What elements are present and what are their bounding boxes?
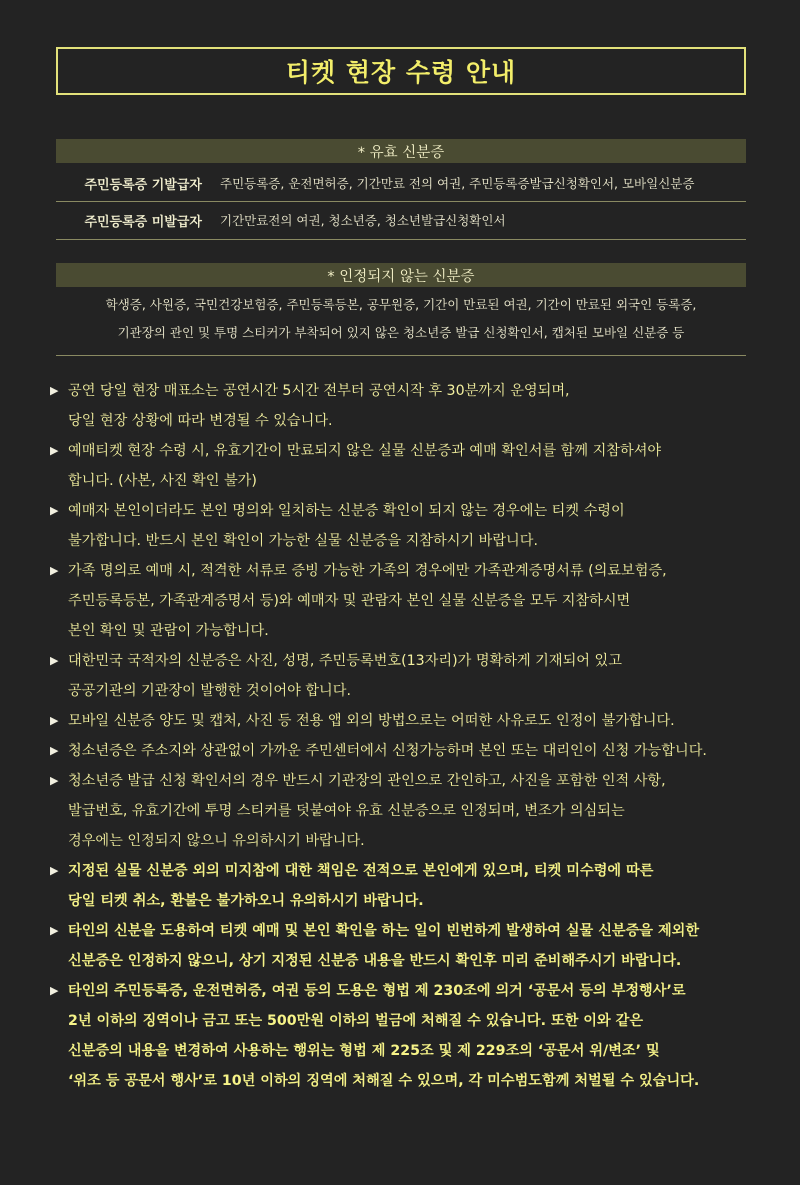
note-item bbox=[48, 706, 788, 736]
bullet-arrow-icon: ▶ bbox=[50, 714, 59, 727]
valid-id-row-label: 주민등록증 기발급자 bbox=[84, 177, 202, 193]
note-line: 신분증의 내용을 변경하여 사용하는 행위는 형법 제 225조 및 제 229조의 ‘공문서 위/변조’ 및 bbox=[68, 1043, 660, 1059]
note-line: 합니다. (사본, 사진 확인 불가) bbox=[68, 473, 257, 489]
note-line: 경우에는 인정되지 않으니 유의하시기 바랍니다. bbox=[68, 833, 365, 849]
note-item-important bbox=[48, 916, 788, 976]
note-line: 당일 티켓 취소, 환불은 불가하오니 유의하시기 바랍니다. bbox=[68, 893, 424, 909]
bullet-arrow-icon: ▶ bbox=[50, 384, 59, 397]
note-line: 청소년증은 주소지와 상관없이 가까운 주민센터에서 신청가능하며 본인 또는 대리인이 신청 가능합니다. bbox=[68, 743, 707, 759]
invalid-id-heading-band bbox=[56, 263, 746, 287]
note-line: 발급번호, 유효기간에 투명 스티커를 덧붙여야 유효 신분증으로 인정되며, 변조가 의심되는 bbox=[68, 803, 625, 819]
bullet-arrow-icon: ▶ bbox=[50, 774, 59, 787]
title-box bbox=[56, 47, 746, 95]
note-item-important bbox=[48, 856, 788, 916]
divider bbox=[56, 239, 746, 240]
note-line: 신분증은 인정하지 않으니, 상기 지정된 신분증 내용을 반드시 확인후 미리 준비해주시기 바랍니다. bbox=[68, 953, 682, 969]
note-line: 타인의 신분을 도용하여 티켓 예매 및 본인 확인을 하는 일이 빈번하게 발생하여 실물 신분증을 제외한 bbox=[68, 923, 700, 939]
note-line: 대한민국 국적자의 신분증은 사진, 성명, 주민등록번호(13자리)가 명확하게 기재되어 있고 bbox=[68, 653, 622, 669]
bullet-arrow-icon: ▶ bbox=[50, 444, 59, 457]
valid-id-row-value: 주민등록증, 운전면허증, 기간만료 전의 여권, 주민등록증발급신청확인서, 모바일신분증 bbox=[220, 176, 695, 191]
notes-list bbox=[48, 376, 788, 1096]
page-title: 티켓 현장 수령 안내 bbox=[285, 58, 517, 87]
divider bbox=[56, 201, 746, 202]
note-item bbox=[48, 736, 788, 766]
note-item bbox=[48, 556, 788, 646]
bullet-arrow-icon: ▶ bbox=[50, 564, 59, 577]
bullet-arrow-icon: ▶ bbox=[50, 654, 59, 667]
note-line: 당일 현장 상황에 따라 변경될 수 있습니다. bbox=[68, 413, 333, 429]
note-item bbox=[48, 496, 788, 556]
note-line: ‘위조 등 공문서 행사’로 10년 이하의 징역에 처해질 수 있으며, 각 미수범도함께 처벌될 수 있습니다. bbox=[68, 1073, 700, 1089]
valid-id-heading: * 유효 신분증 bbox=[357, 144, 445, 161]
bullet-arrow-icon: ▶ bbox=[50, 924, 59, 937]
invalid-id-list bbox=[56, 291, 746, 347]
bullet-arrow-icon: ▶ bbox=[50, 744, 59, 757]
bullet-arrow-icon: ▶ bbox=[50, 864, 59, 877]
note-line: 예매자 본인이더라도 본인 명의와 일치하는 신분증 확인이 되지 않는 경우에는 티켓 수령이 bbox=[68, 503, 625, 519]
note-line: 주민등록등본, 가족관계증명서 등)와 예매자 및 관람자 본인 실물 신분증을 모두 지참하시면 bbox=[68, 593, 631, 609]
invalid-id-line: 학생증, 사원증, 국민건강보험증, 주민등록등본, 공무원증, 기간이 만료된 여권, 기간이 만료된 외국인 등록증, bbox=[105, 297, 697, 312]
valid-id-heading-band bbox=[56, 139, 746, 163]
valid-id-row bbox=[56, 166, 746, 200]
invalid-id-line: 기관장의 관인 및 투명 스티커가 부착되어 있지 않은 청소년증 발급 신청확인서, 캡처된 모바일 신분증 등 bbox=[117, 325, 685, 340]
note-line: 2년 이하의 징역이나 금고 또는 500만원 이하의 벌금에 처해질 수 있습니다. 또한 이와 같은 bbox=[68, 1013, 644, 1029]
valid-id-row-value: 기간만료전의 여권, 청소년증, 청소년발급신청확인서 bbox=[220, 213, 506, 228]
note-item-important bbox=[48, 976, 788, 1096]
invalid-id-heading: * 인정되지 않는 신분증 bbox=[327, 268, 475, 285]
valid-id-row-label: 주민등록증 미발급자 bbox=[84, 214, 202, 230]
note-line: 지정된 실물 신분증 외의 미지참에 대한 책임은 전적으로 본인에게 있으며, 티켓 미수령에 따른 bbox=[68, 863, 654, 879]
divider bbox=[56, 355, 746, 356]
note-line: 본인 확인 및 관람이 가능합니다. bbox=[68, 623, 269, 639]
note-item bbox=[48, 646, 788, 706]
note-line: 청소년증 발급 신청 확인서의 경우 반드시 기관장의 관인으로 간인하고, 사진을 포함한 인적 사항, bbox=[68, 773, 666, 789]
note-item bbox=[48, 436, 788, 496]
note-item bbox=[48, 766, 788, 856]
note-item bbox=[48, 376, 788, 436]
bullet-arrow-icon: ▶ bbox=[50, 504, 59, 517]
note-line: 공공기관의 기관장이 발행한 것이어야 합니다. bbox=[68, 683, 351, 699]
note-line: 불가합니다. 반드시 본인 확인이 가능한 실물 신분증을 지참하시기 바랍니다. bbox=[68, 533, 538, 549]
note-line: 모바일 신분증 양도 및 캡처, 사진 등 전용 앱 외의 방법으로는 어떠한 사유로도 인정이 불가합니다. bbox=[68, 713, 675, 729]
bullet-arrow-icon: ▶ bbox=[50, 984, 59, 997]
note-line: 가족 명의로 예매 시, 적격한 서류로 증빙 가능한 가족의 경우에만 가족관계증명서류 (의료보험증, bbox=[68, 563, 667, 579]
note-line: 예매티켓 현장 수령 시, 유효기간이 만료되지 않은 실물 신분증과 예매 확인서를 함께 지참하셔야 bbox=[68, 443, 662, 459]
note-line: 공연 당일 현장 매표소는 공연시간 5시간 전부터 공연시작 후 30분까지 운영되며, bbox=[68, 383, 570, 399]
valid-id-row bbox=[56, 203, 746, 237]
note-line: 타인의 주민등록증, 운전면허증, 여권 등의 도용은 형법 제 230조에 의거 ‘공문서 등의 부정행사’로 bbox=[68, 983, 686, 999]
